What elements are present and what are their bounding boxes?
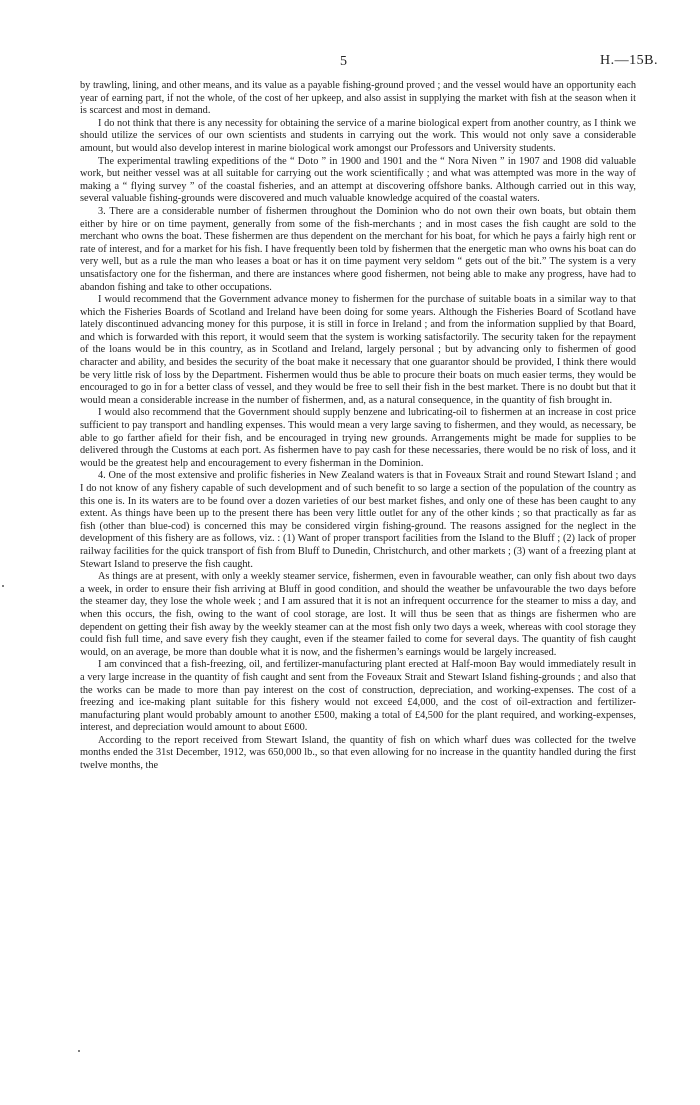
page-number: 5 — [340, 54, 347, 69]
paragraph-trawling-expeditions: The experimental trawling expeditions of the “ Doto ” in 1900 and 1901 and the “ Nora Niven ” in 1907 and 1908 did valuable work, but neither vessel was at all suitable for carrying out the work scientifically ; and what was attempted was more in the way of making a “ flying survey ” of the coastal fisheries, and an attempt at discovering offshore banks. Although carried out in this way, several valuable fishing-grounds were discovered and much valuable knowledge acquired of the coastal waters. — [80, 155, 636, 205]
paragraph-advance-money: I would recommend that the Government advance money to fishermen for the purchase of suitable boats in a similar way to that which the Fisheries Boards of Scotland and Ireland have been doing for some years. Although the Fisheries Board of Scotland have lately discontinued advancing money for this purpose, it is still in force in Ireland ; and from the information supplied by that Board, and which is forwarded with this report, it would seem that the system is working satisfactorily. The security taken for the repayment of the loans would be in this country, as in Scotland and Ireland, largely personal ; but by advancing only to fishermen of good character and ability, and besides the security of the boat make it necessary that one guarantor should be provided, I think there would be very little risk of loss by the Department. Fishermen would thus be able to procure their boats on much easier terms, they would be encouraged to go in for a better class of vessel, and they would be free to sell their fish in the best market. There is no doubt but that it would mean a considerable increase in the number of fishermen, and, as a natural consequence, in the quantity of fish brought in. — [80, 294, 636, 406]
paragraph-benzene-supply: I would also recommend that the Government should supply benzene and lubricating-oil to fishermen at an increase in cost price sufficient to pay transport and handling expenses. This would mean a very large saving to fishermen, and they would, as necessary, be able to go farther afield for their fish, and be encouraged in trying new grounds. Arrangements might be made for supplies to be delivered through the Customs at each port. As fishermen have to pay cash for these necessaries, there would be no risk of loss, and it would be the greatest help and encouragement to every fisherman in the Dominion. — [80, 407, 636, 469]
paragraph-continued: by trawling, lining, and other means, and its value as a payable fishing-ground proved ; and the vessel would have an opportunity each year of earning part, if not the whole, of the cost of her upkeep, and also assist in supplying the market with fish at the season when it is scarcest and most in demand. — [80, 80, 636, 117]
document-reference: H.—15B. — [600, 53, 658, 68]
paragraph-freezing-plant: I am convinced that a fish-freezing, oil, and fertilizer-manufacturing plant erected at Half-moon Bay would immediately result in a very large increase in the quantity of fish caught and sent from the Foveaux Strait and Stewart Island fishing-grounds ; and also that the works can be made to more than pay interest on the cost of construction, depreciation, and working-expenses. The cost of a freezing and ice-making plant suitable for this fishery would not exceed £4,000, and the cost of oil-extraction and fertilizer-manufacturing plant would probably amount to another £500, making a total of £4,500 for the plant required, and working-expenses, interest, and depreciation would amount to about £600. — [80, 659, 636, 734]
paragraph-section-4: 4. One of the most extensive and prolific fisheries in New Zealand waters is that in Foveaux Strait and round Stewart Island ; and I do not know of any fishery capable of such development and of such benefit to so large a section of the population of the country as this one is. In its waters are to be found over a dozen varieties of our best market fishes, and only one of these has been caught to any extent. As things have been up to the present there has been very little outlet for any of the other kinds ; so that practically as far as fish (other than blue-cod) is concerned this may be considered virgin fishing-ground. The reasons assigned for the neglect in the development of this fishery are as follows, viz. : (1) Want of proper transport facilities from the Island to the Bluff ; (2) lack of proper railway facilities for the quick transport of fish from Bluff to Dunedin, Christchurch, and other markets ; (3) want of a freezing plant at Stewart Island to preserve the fish caught. — [80, 470, 636, 570]
paragraph-section-3: 3. There are a considerable number of fishermen throughout the Dominion who do not own their own boats, but obtain them either by hire or on time payment, generally from some of the fish-merchants ; and in most cases the fish caught are sold to the merchant who owns the boat. These fishermen are thus dependent on the merchant for his boat, for which he pays a fairly high rent or rate of interest, and for a market for his fish. I have frequently been told by fishermen that the energetic man who owns his boat can do very well, but as a rule the man who leases a boat or has it on time payment very seldom “ gets out of the bit.” The system is a very unsatisfactory one for the fisherman, and there are instances where good fishermen, not being able to make any progress, have had to abandon fishing and take to other occupations. — [80, 205, 636, 293]
page-speck — [78, 1050, 80, 1052]
body-text — [80, 80, 636, 773]
paragraph-steamer-service: As things are at present, with only a weekly steamer service, fishermen, even in favourable weather, can only fish about two days a week, in order to ensure their fish arriving at Bluff in good condition, and should the weather be unfavourable the two days before the steamer day, they lose the whole week ; and I am assured that it is not an infrequent occurrence for the steamer to miss a day, and when this occurs, the fish, owing to the want of cool storage, are lost. It will thus be seen that as things are fishermen who are dependent on getting their fish away by the weekly steamer can at the most fish only two days a week, whereas with cool storage they could fish full time, and save every fish they caught, even if the steamer failed to come for several days. The quantity of fish caught would, on an average, be more than double what it is now, and the fishermen’s earnings would be largely increased. — [80, 571, 636, 658]
page-speck — [2, 585, 4, 587]
paragraph-biological-expert: I do not think that there is any necessity for obtaining the service of a marine biological expert from another country, as I think we should utilize the services of our own scientists and students in carrying out the work. This would not only save a considerable amount, but would also develop interest in marine biological work amongst our Professors and University students. — [80, 117, 636, 154]
paragraph-stewart-island-report: According to the report received from Stewart Island, the quantity of fish on which wharf dues was collected for the twelve months ended the 31st December, 1912, was 650,000 lb., so that even allowing for no increase in the quantity handled during the first twelve months, the — [80, 734, 636, 772]
